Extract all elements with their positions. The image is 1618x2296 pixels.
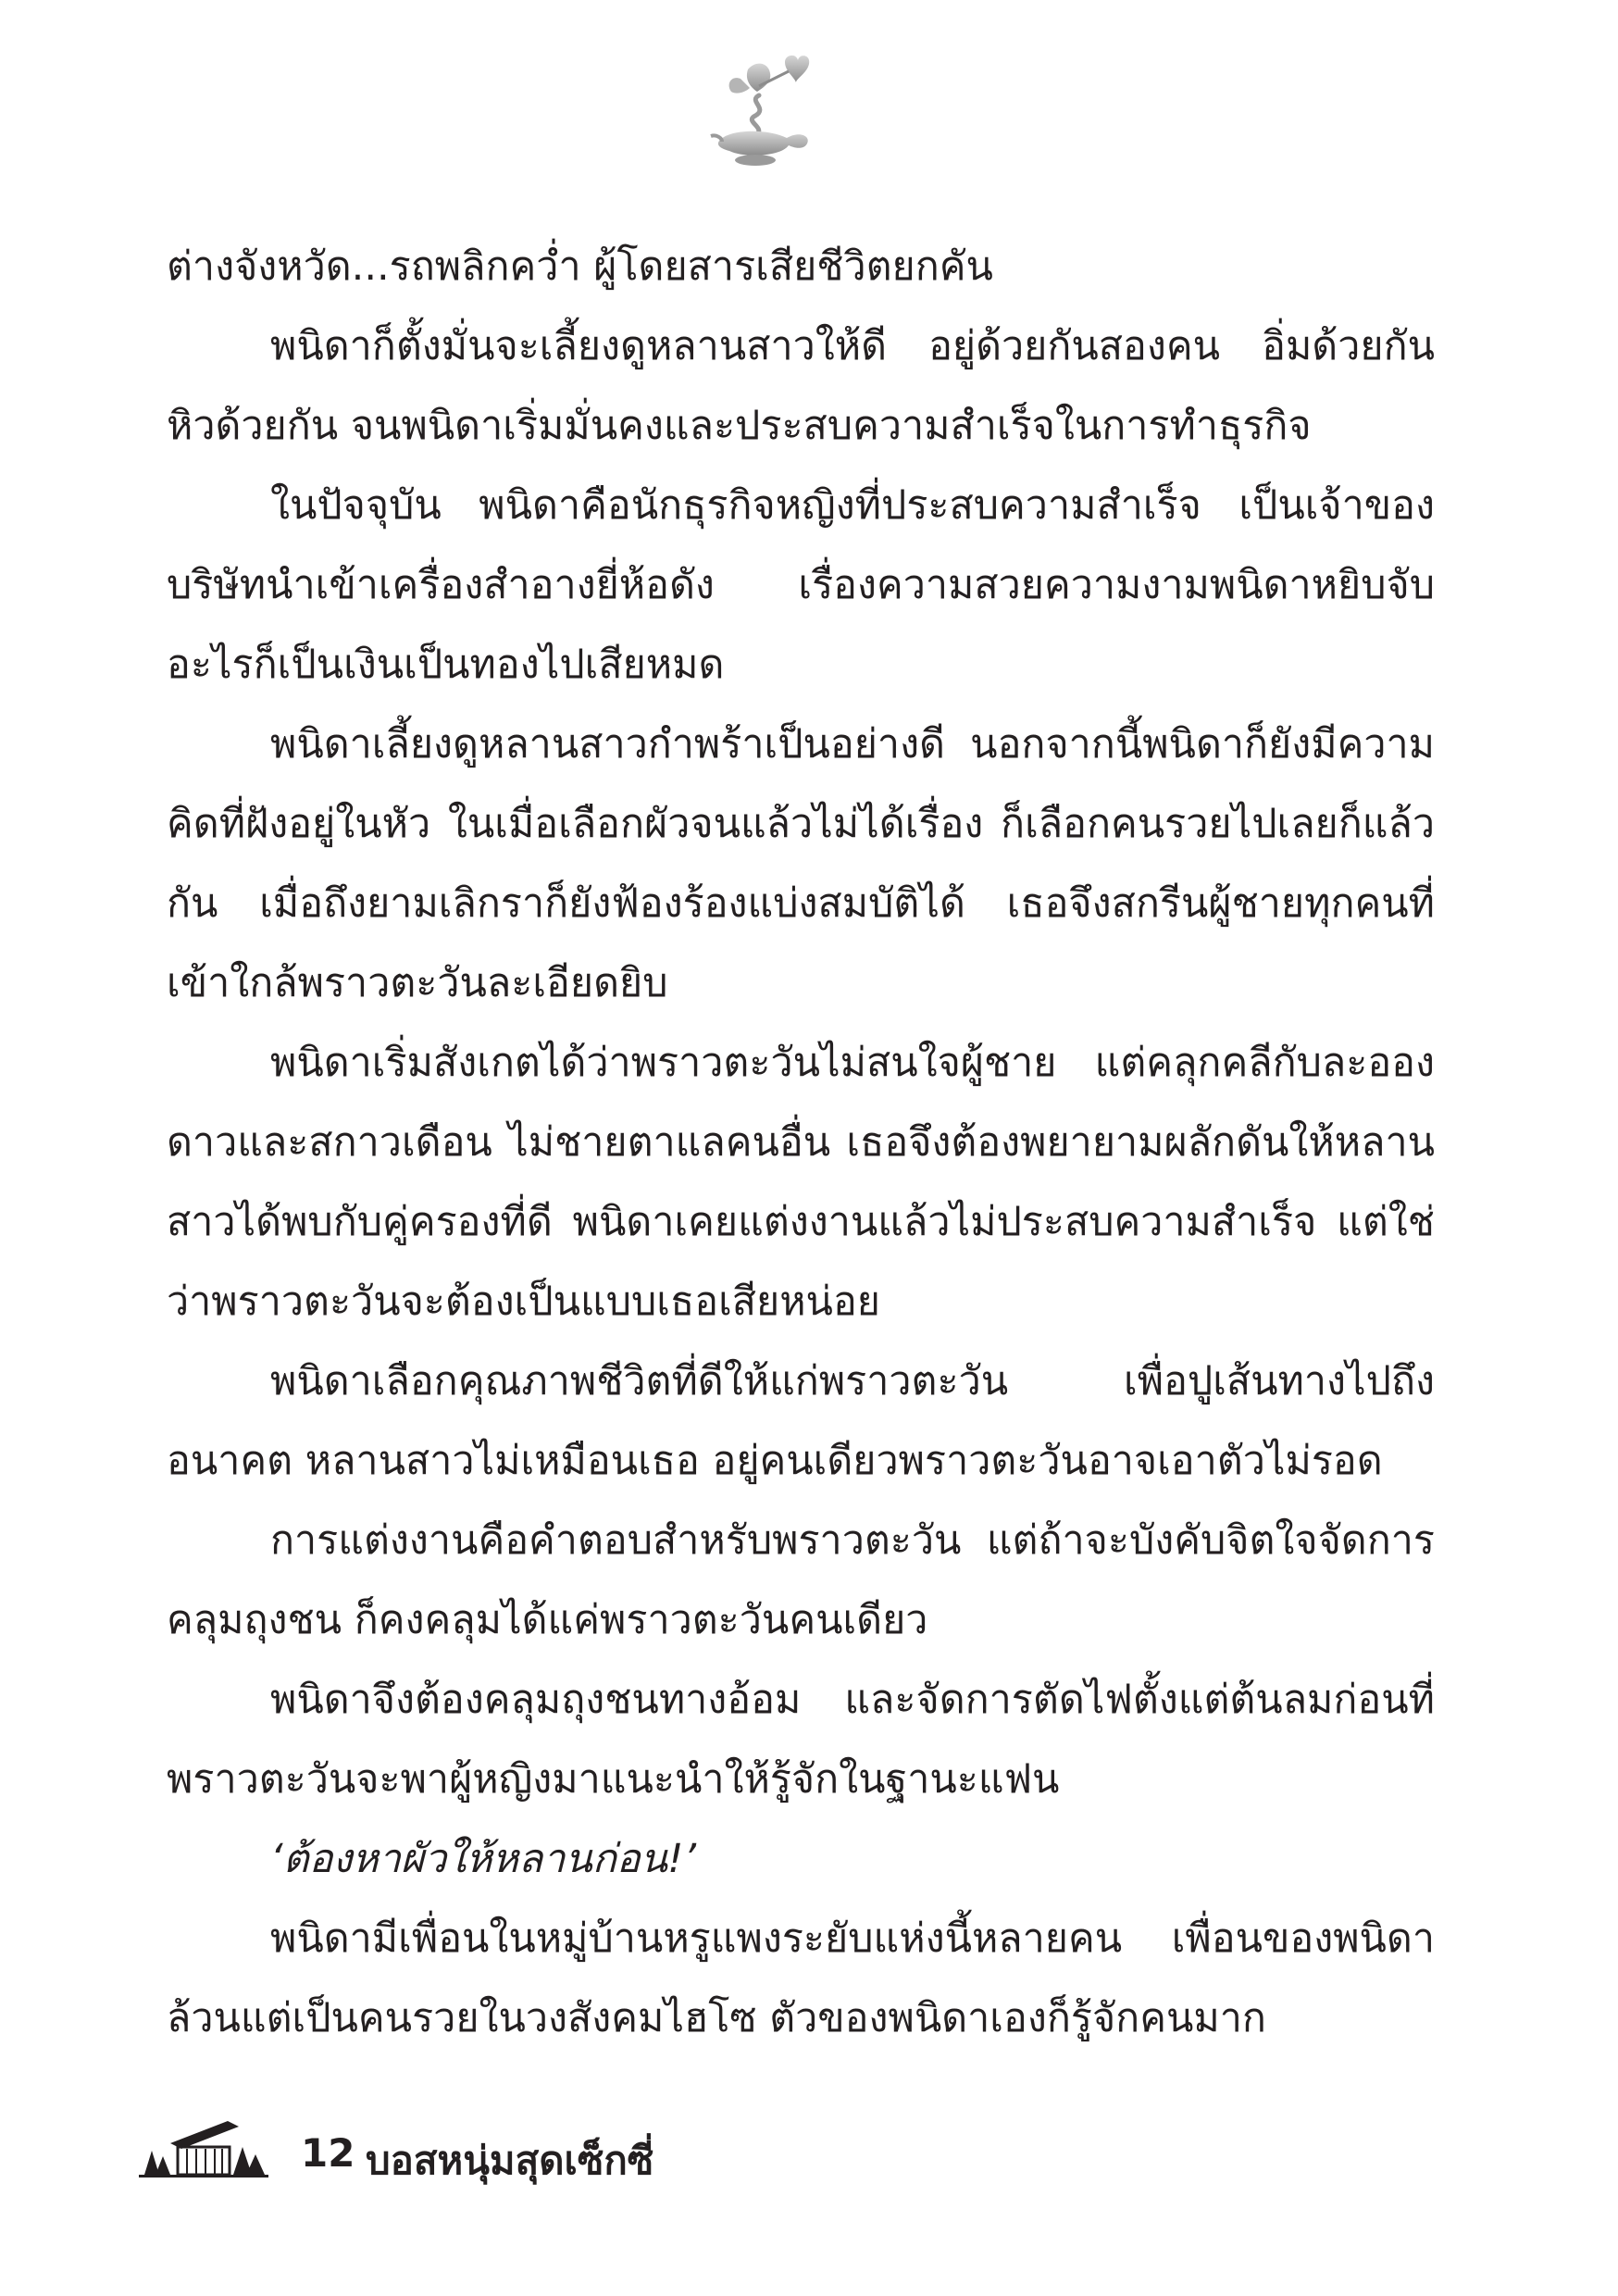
paragraph: การแต่งงานคือคำตอบสำหรับพราวตะวัน แต่ถ้าจะบังคับจิตใจจัดการคลุมถุงชน ก็คงคลุมได้แค่พราวตะวันคนเดียว [167,1517,1435,1643]
paragraph: พนิดาเลือกคุณภาพชีวิตที่ดีให้แก่พราวตะวัน เพื่อปูเส้นทางไปถึงอนาคต หลานสาวไม่เหมือนเธอ อยู่คนเดียวพราวตะวันอาจเอาตัวไม่รอด [167,1358,1435,1484]
book-title: บอสหนุ่มสุดเซ็กซี่ [366,2138,654,2183]
paragraph: พนิดาเลี้ยงดูหลานสาวกำพร้าเป็นอย่างดี นอกจากนี้พนิดาก็ยังมีความคิดที่ฝังอยู่ในหัว ในเมื่อเลือกผัวจนแล้วไม่ได้เรื่อง ก็เลือกคนรวยไปเลยก็แล้วกัน เมื่อถึงยามเลิกราก็ยังฟ้องร้องแบ่งสมบัติได้ เธอจึงสกรีนผู้ชายทุกคนที่เข้าใกล้พราวตะวันละเอียดยิบ [167,721,1435,1006]
paragraph: ต่างจังหวัด...รถพลิกคว่ำ ผู้โดยสารเสียชีวิตยกคัน [167,243,993,290]
paragraph: ในปัจจุบัน พนิดาคือนักธุรกิจหญิงที่ประสบความสำเร็จ เป็นเจ้าของบริษัทนำเข้าเครื่องสำอางยี่ห้อดัง เรื่องความสวยความงามพนิดาหยิบจับอะไรก็เป็นเงินเป็นทองไปเสียหมด [167,482,1435,688]
italic-quote: ‘ต้องหาผัวให้หลานก่อน!’ [270,1836,696,1882]
page-footer [139,2115,972,2190]
cupid-lamp-emblem-icon [703,51,815,171]
paragraph: พนิดามีเพื่อนในหมู่บ้านหรูแพงระยับแห่งนี้หลายคน เพื่อนของพนิดาล้วนแต่เป็นคนรวยในวงสังคมไฮโซ ตัวของพนิดาเองก็รู้จักคนมาก [167,1915,1435,2041]
body-text [167,227,1435,2058]
paragraph: พนิดาเริ่มสังเกตได้ว่าพราวตะวันไม่สนใจผู้ชาย แต่คลุกคลีกับละอองดาวและสกาวเดือน ไม่ชายตาแลคนอื่น เธอจึงต้องพยายามผลักดันให้หลานสาวได้พบกับคู่ครองที่ดี พนิดาเคยแต่งงานแล้วไม่ประสบความสำเร็จ แต่ใช่ว่าพราวตะวันจะต้องเป็นแบบเธอเสียหน่อย [167,1040,1435,1325]
paragraph: พนิดาก็ตั้งมั่นจะเลี้ยงดูหลานสาวให้ดี อยู่ด้วยกันสองคน อิ่มด้วยกัน หิวด้วยกัน จนพนิดาเริ่มมั่นคงและประสบความสำเร็จในการทำธุรกิจ [167,323,1435,449]
house-trees-icon [139,2115,268,2180]
paragraph: พนิดาจึงต้องคลุมถุงชนทางอ้อม และจัดการตัดไฟตั้งแต่ต้นลมก่อนที่พราวตะวันจะพาผู้หญิงมาแนะนำให้รู้จักในฐานะแฟน [167,1677,1435,1803]
page-number: 12 [301,2130,355,2176]
